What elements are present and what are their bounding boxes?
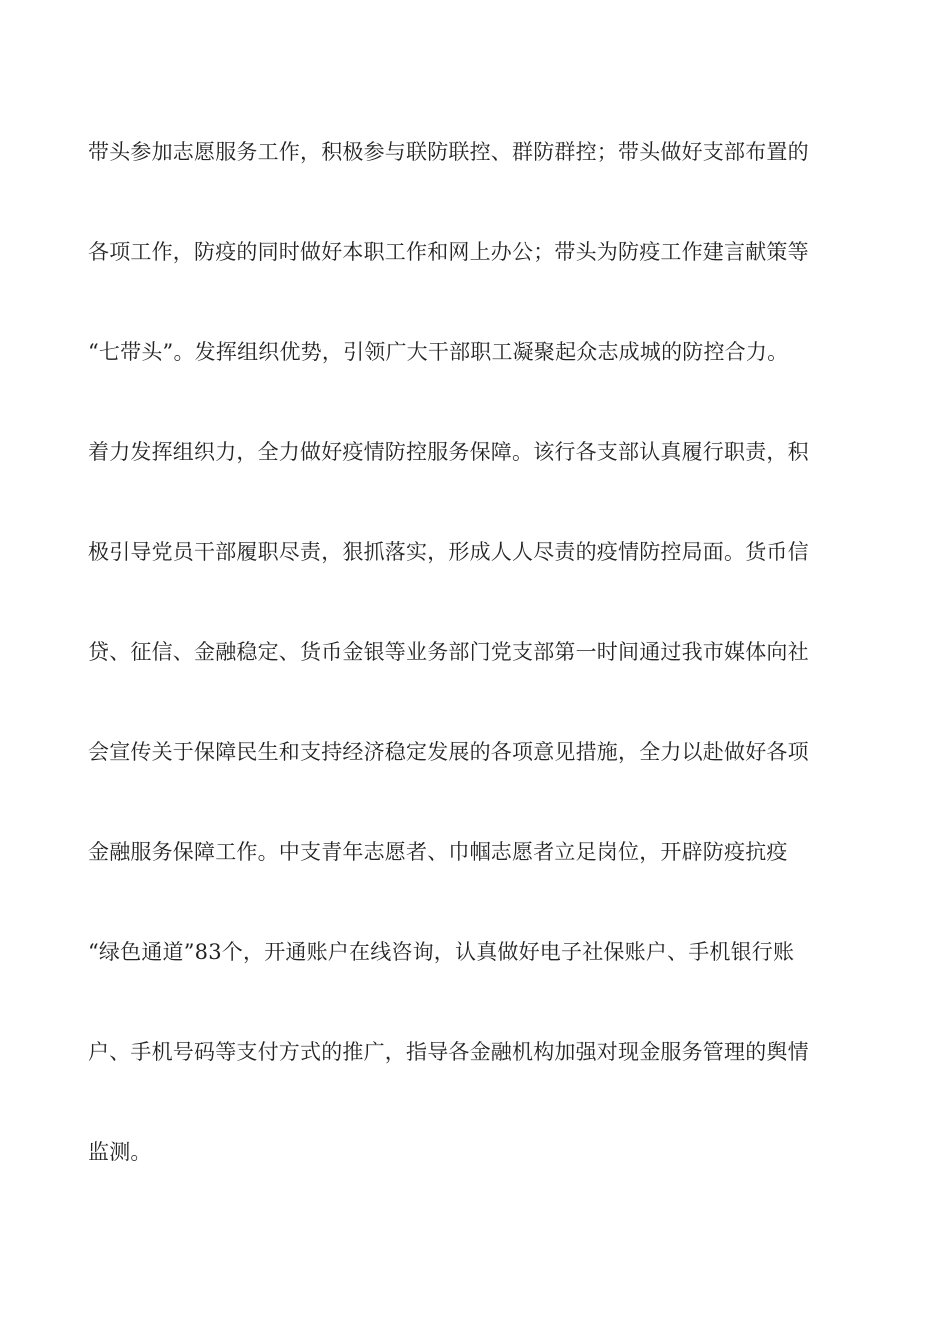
text-line: 着力发挥组织力，全力做好疫情防控服务保障。该行各支部认真履行职责，积 bbox=[88, 440, 809, 464]
text-line: “七带头”。发挥组织优势，引领广大干部职工凝聚起众志成城的防控合力。 bbox=[88, 340, 789, 364]
text-line: 贷、征信、金融稳定、货币金银等业务部门党支部第一时间通过我市媒体向社 bbox=[88, 640, 809, 664]
text-line: “绿色通道”83个，开通账户在线咨询，认真做好电子社保账户、手机银行账 bbox=[88, 940, 795, 964]
text-line: 极引导党员干部履职尽责，狠抓落实，形成人人尽责的疫情防控局面。货币信 bbox=[88, 540, 809, 564]
text-line: 户、手机号码等支付方式的推广，指导各金融机构加强对现金服务管理的舆情 bbox=[88, 1040, 809, 1064]
text-line: 带头参加志愿服务工作，积极参与联防联控、群防群控；带头做好支部布置的 bbox=[88, 140, 809, 164]
text-line: 金融服务保障工作。中支青年志愿者、巾帼志愿者立足岗位，开辟防疫抗疫 bbox=[88, 840, 788, 864]
body-text bbox=[88, 130, 868, 1230]
text-line: 会宣传关于保障民生和支持经济稳定发展的各项意见措施，全力以赴做好各项 bbox=[88, 740, 809, 764]
text-line: 监测。 bbox=[88, 1140, 152, 1164]
text-line: 各项工作，防疫的同时做好本职工作和网上办公；带头为防疫工作建言献策等 bbox=[88, 240, 809, 264]
